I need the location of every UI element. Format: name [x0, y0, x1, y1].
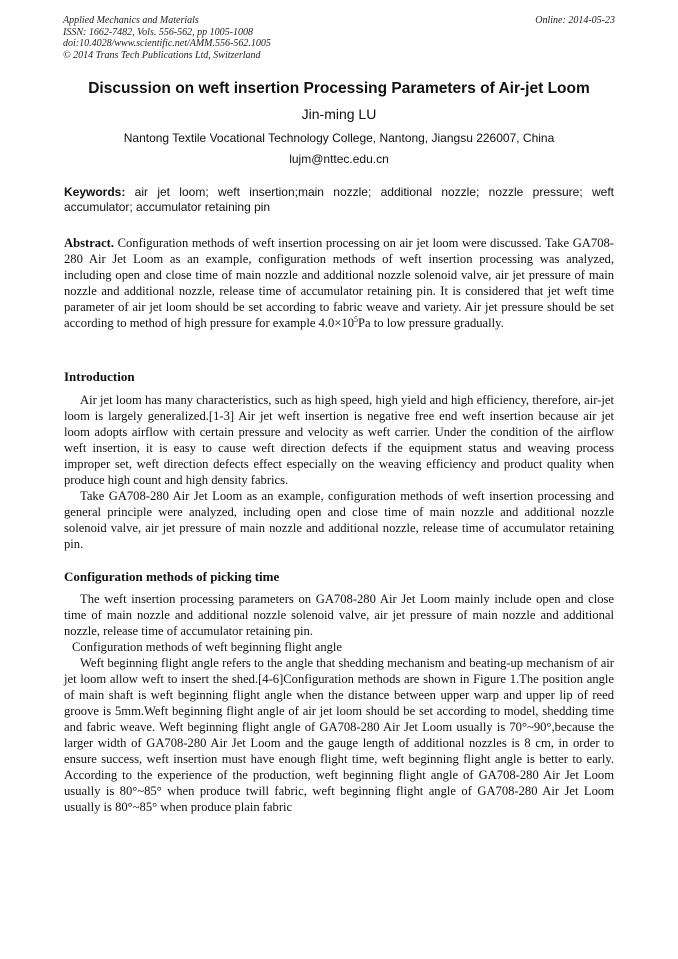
- configuration-subheading: Configuration methods of weft beginning flight angle: [72, 640, 343, 654]
- doi-line[interactable]: doi:10.4028/www.scientific.net/AMM.556-562.1005: [63, 38, 271, 49]
- introduction-heading: Introduction: [64, 369, 135, 384]
- journal-name: Applied Mechanics and Materials: [63, 15, 199, 26]
- abstract-superscript: 5: [354, 314, 359, 324]
- copyright-line: © 2014 Trans Tech Publications Ltd, Switzerland: [63, 49, 261, 61]
- abstract-block: [64, 235, 614, 331]
- configuration-paragraph-2: Weft beginning flight angle refers to the angle that shedding mechanism and beating-up mechanism of air jet loom allow weft to insert the shed.[4-6]Configuration methods are shown in Figure 1.The position angle of main shaft is weft beginning flight angle when the distance between upper warp and upper lip of reed groove is 5mm.Weft beginning flight angle of air jet loom should be set according to model, shedding time and fabric weave. Weft beginning flight angle of GA708-280 Air Jet Loom usually is 70°~90°,because the larger width of GA708-280 Air Jet Loom and the gauge length of additional nozzles is 8 cm, in order to ensure success, weft insertion must have enough flight time, weft beginning flight angle is better to early. According to the experience of the production, weft beginning flight angle of GA708-280 Air Jet Loom usually is 80°~85° when produce twill fabric, weft beginning flight angle of GA708-280 Air Jet Loom usually is 80°~85° when produce plain fabric: [64, 656, 614, 814]
- author-affiliation: Nantong Textile Vocational Technology College, Nantong, Jiangsu 226007, China: [123, 131, 555, 145]
- abstract-text: Configuration methods of weft insertion processing on air jet loom were discussed. Take GA708-280 Air Jet Loom as an example, configuration methods of weft insertion processing was analyzed, including open and close time of main nozzle and additional nozzle solenoid valve, air jet pressure of main nozzle and additional nozzle, release time of accumulator retaining pin. It is considered that jet weft time parameter of air jet loom should be set according to fabric weave and variety. Air jet pressure should be set according to method of high pressure for example 4.0×10: [64, 236, 614, 330]
- keywords-label: Keywords:: [64, 185, 126, 199]
- online-date: Online: 2014-05-23: [535, 15, 615, 26]
- author-name: Jin-ming LU: [301, 106, 377, 122]
- paper-title: Discussion on weft insertion Processing Parameters of Air-jet Loom: [88, 80, 590, 97]
- configuration-section: [64, 591, 614, 815]
- introduction-paragraph-1: Air jet loom has many characteristics, such as high speed, high yield and high efficiency, therefore, air-jet loom is largely generalized.[1-3] Air jet weft insertion is negative free end weft insertion because air jet loom adopts airflow with certain pressure and velocity as weft carrier. Under the condition of the airflow weft insertion, it is easy to cause weft direction defects if the equipment status and weaving process improper set, weft direction defects effect especially on the weaving efficiency and product quality when produce high count and high density fabrics.: [64, 393, 614, 487]
- introduction-paragraph-2: Take GA708-280 Air Jet Loom as an example, configuration methods of weft insertion processing and general principle were analyzed, including open and close time of main nozzle and additional nozzle solenoid valve, air jet pressure of main nozzle and additional nozzle, release time of accumulator retaining pin.: [64, 489, 614, 551]
- introduction-section: [64, 392, 614, 552]
- issn-line: ISSN: 1662-7482, Vols. 556-562, pp 1005-1008: [63, 26, 253, 38]
- keywords-block: [64, 185, 614, 215]
- abstract-tail: Pa to low pressure gradually.: [358, 316, 504, 330]
- author-email[interactable]: lujm@nttec.edu.cn: [289, 152, 389, 166]
- configuration-heading: Configuration methods of picking time: [64, 569, 280, 584]
- journal-header: [63, 15, 615, 61]
- configuration-paragraph-1: The weft insertion processing parameters on GA708-280 Air Jet Loom mainly include open and close time of main nozzle and additional nozzle solenoid valve, air jet pressure of main nozzle and additional nozzle, release time of accumulator retaining pin.: [64, 592, 614, 638]
- keywords-text: air jet loom; weft insertion;main nozzle; additional nozzle; nozzle pressure; weft accumulator; accumulator retaining pin: [64, 185, 614, 214]
- abstract-label: Abstract.: [64, 236, 115, 250]
